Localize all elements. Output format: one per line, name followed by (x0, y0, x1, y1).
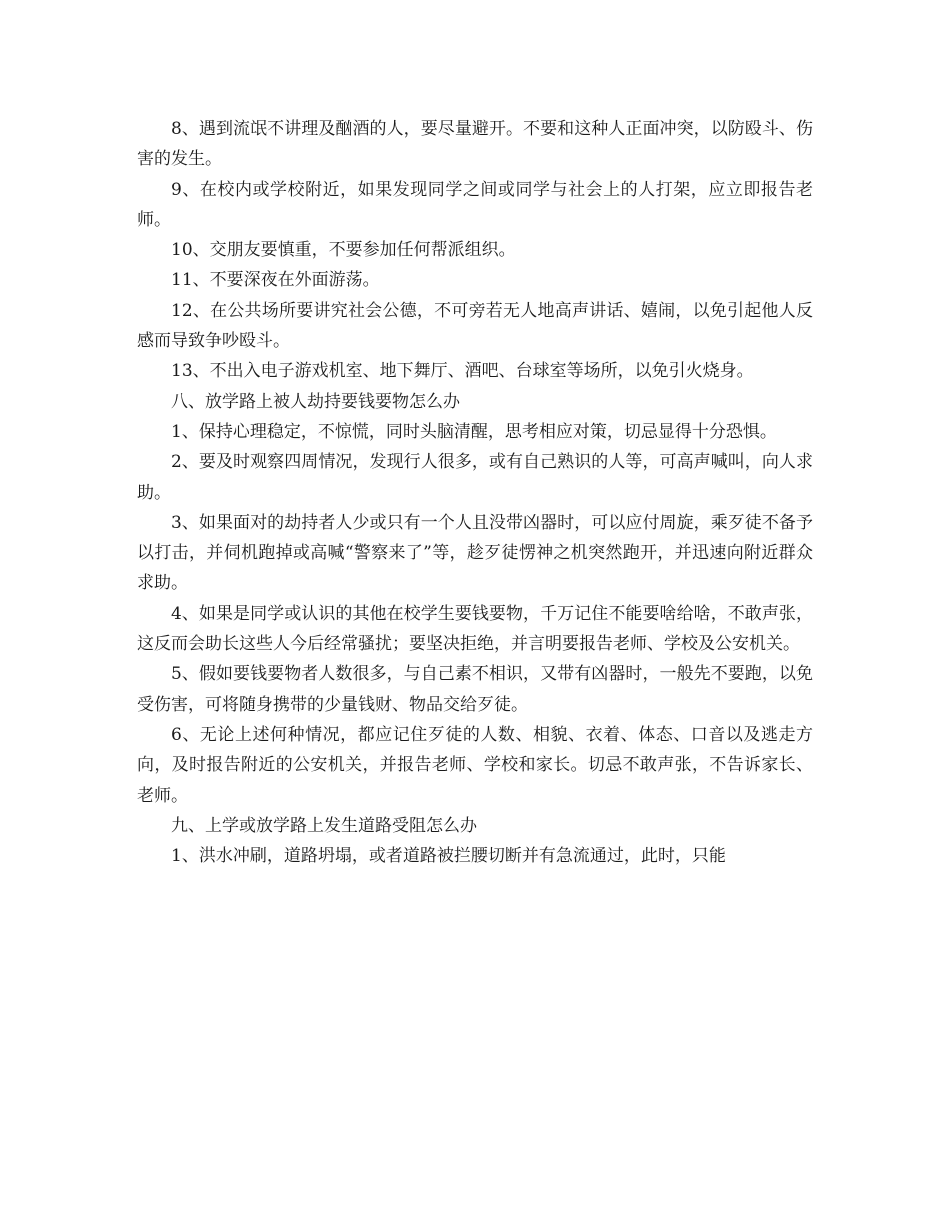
paragraph-robbery-3: 3、如果面对的劫持者人少或只有一个人且没带凶器时，可以应付周旋，乘歹徒不备予以打击，并伺机跑掉或高喊“警察来了”等，趁歹徒愣神之机突然跑开，并迅速向附近群众求助。 (137, 512, 813, 594)
document-body (137, 114, 813, 871)
section-heading-8: 八、放学路上被人劫持要钱要物怎么办 (171, 391, 460, 412)
paragraph-robbery-4: 4、如果是同学或认识的其他在校学生要钱要物，千万记住不能要啥给啥，不敢声张，这反而会助长这些人今后经常骚扰；要坚决拒绝，并言明要报告老师、学校及公安机关。 (137, 603, 813, 655)
paragraph-robbery-1: 1、保持心理稳定，不惊慌，同时头脑清醒，思考相应对策，切忌显得十分恐惧。 (171, 421, 777, 442)
paragraph-rule-9: 9、在校内或学校附近，如果发现同学之间或同学与社会上的人打架，应立即报告老师。 (137, 179, 813, 230)
paragraph-rule-8: 8、遇到流氓不讲理及酗酒的人，要尽量避开。不要和这种人正面冲突，以防殴斗、伤害的发生。 (137, 119, 813, 170)
paragraph-rule-12: 12、在公共场所要讲究社会公德，不可旁若无人地高声讲话、嬉闹，以免引起他人反感而导致争吵殴斗。 (137, 300, 813, 352)
paragraph-rule-10: 10、交朋友要慎重，不要参加任何帮派组织。 (171, 240, 516, 261)
paragraph-robbery-2: 2、要及时观察四周情况，发现行人很多，或有自己熟识的人等，可高声喊叫，向人求助。 (137, 452, 813, 503)
paragraph-robbery-6: 6、无论上述何种情况，都应记住歹徒的人数、相貌、衣着、体态、口音以及逃走方向，及时报告附近的公安机关，并报告老师、学校和家长。切忌不敢声张，不告诉家长、老师。 (137, 724, 813, 806)
paragraph-robbery-5: 5、假如要钱要物者人数很多，与自己素不相识，又带有凶器时，一般先不要跑，以免受伤害，可将随身携带的少量钱财、物品交给歹徒。 (137, 664, 813, 715)
section-heading-9: 九、上学或放学路上发生道路受阻怎么办 (171, 815, 477, 836)
paragraph-road-1: 1、洪水冲刷，道路坍塌，或者道路被拦腰切断并有急流通过，此时，只能 (171, 846, 726, 867)
paragraph-rule-13: 13、不出入电子游戏机室、地下舞厅、酒吧、台球室等场所，以免引火烧身。 (171, 361, 754, 382)
paragraph-rule-11: 11、不要深夜在外面游荡。 (171, 270, 380, 291)
